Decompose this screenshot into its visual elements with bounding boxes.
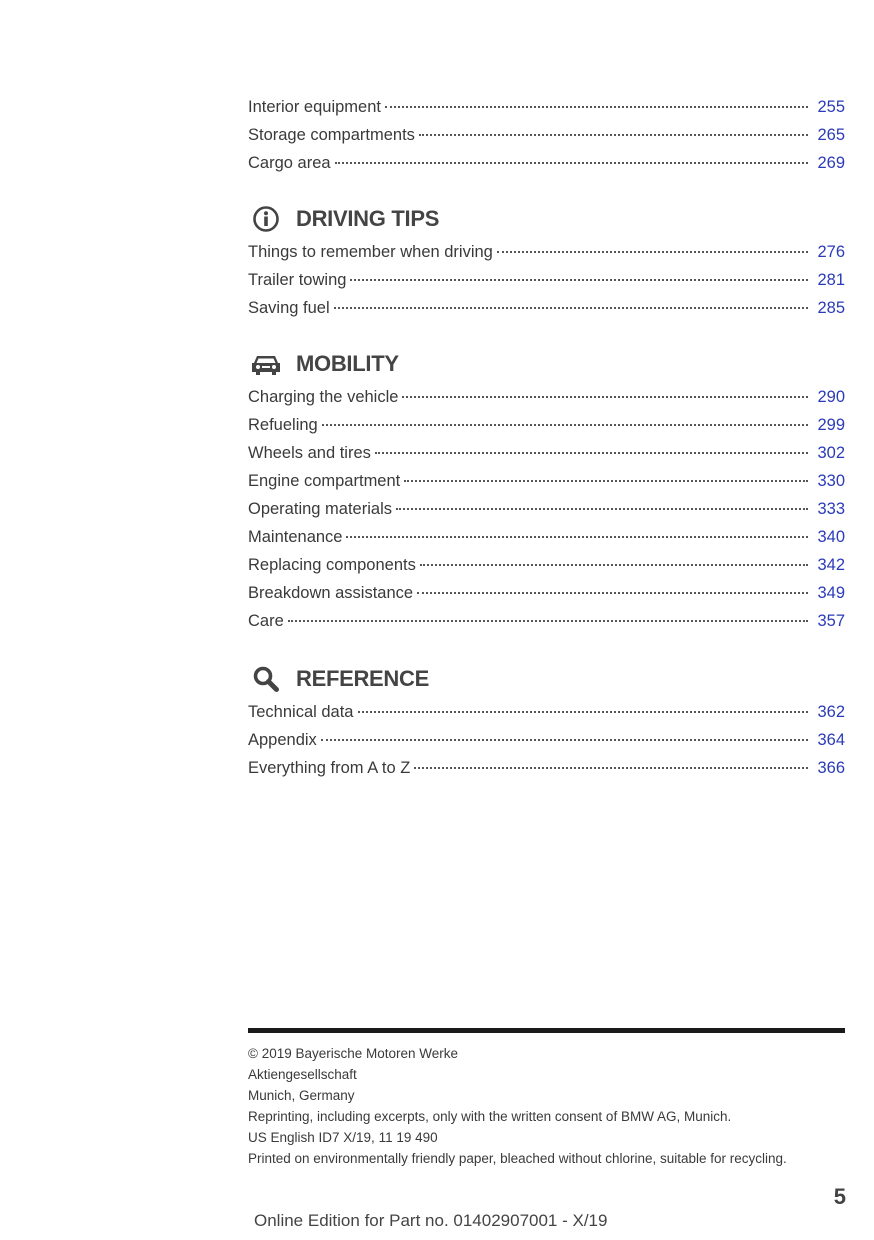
edition-label: Online Edition for Part no. 01402907001 - X/19 bbox=[254, 1211, 608, 1230]
info-circle-icon bbox=[248, 204, 284, 234]
toc-entry[interactable] bbox=[248, 551, 845, 579]
toc-dot-leader bbox=[350, 273, 808, 281]
toc-dot-leader bbox=[375, 446, 808, 454]
toc-entry[interactable] bbox=[248, 294, 845, 322]
toc-entry[interactable] bbox=[248, 467, 845, 495]
toc-entry[interactable] bbox=[248, 754, 845, 782]
toc-dot-leader bbox=[358, 705, 809, 713]
magnifier-icon bbox=[248, 664, 284, 694]
page-number: 5 bbox=[833, 1184, 846, 1209]
toc-entry-page[interactable]: 333 bbox=[817, 500, 845, 518]
toc-entry-title: Operating materials bbox=[248, 500, 392, 518]
section-heading-mobility bbox=[248, 346, 399, 382]
toc-entry[interactable] bbox=[248, 607, 845, 635]
toc-entry[interactable] bbox=[248, 238, 845, 266]
footer-divider bbox=[248, 1028, 845, 1033]
toc-entry[interactable] bbox=[248, 579, 845, 607]
toc-entry-page[interactable]: 349 bbox=[817, 584, 845, 602]
toc-entry[interactable] bbox=[248, 149, 845, 177]
car-icon bbox=[248, 349, 284, 379]
toc-list-mobility bbox=[248, 383, 845, 635]
toc-entry-page[interactable]: 364 bbox=[817, 731, 845, 749]
imprint-line: Aktiengesellschaft bbox=[248, 1067, 357, 1082]
section-heading-reference bbox=[248, 661, 429, 697]
toc-entry-page[interactable]: 330 bbox=[817, 472, 845, 490]
toc-entry-page[interactable]: 285 bbox=[817, 299, 845, 317]
toc-entry-title: Appendix bbox=[248, 731, 317, 749]
toc-entry-title: Saving fuel bbox=[248, 299, 330, 317]
toc-entry-title: Engine compartment bbox=[248, 472, 401, 490]
toc-entry-page[interactable]: 340 bbox=[817, 528, 845, 546]
toc-entry-title: Storage compartments bbox=[248, 126, 415, 144]
toc-entry[interactable] bbox=[248, 439, 845, 467]
toc-dot-leader bbox=[288, 614, 808, 622]
toc-list-interior bbox=[248, 93, 845, 177]
toc-dot-leader bbox=[346, 530, 808, 538]
toc-entry[interactable] bbox=[248, 726, 845, 754]
toc-entry-page[interactable]: 265 bbox=[817, 126, 845, 144]
toc-entry-title: Replacing components bbox=[248, 556, 416, 574]
toc-entry[interactable] bbox=[248, 495, 845, 523]
toc-entry-title: Maintenance bbox=[248, 528, 343, 546]
section-title: REFERENCE bbox=[296, 666, 429, 691]
toc-dot-leader bbox=[385, 100, 808, 108]
toc-dot-leader bbox=[404, 474, 808, 482]
toc-entry-page[interactable]: 357 bbox=[817, 612, 845, 630]
toc-entry-title: Cargo area bbox=[248, 154, 331, 172]
toc-dot-leader bbox=[334, 301, 808, 309]
toc-entry-page[interactable]: 290 bbox=[817, 388, 845, 406]
toc-entry[interactable] bbox=[248, 266, 845, 294]
toc-dot-leader bbox=[420, 558, 808, 566]
imprint-line: Reprinting, including excerpts, only with the written consent of BMW AG, Munich. bbox=[248, 1109, 732, 1124]
toc-entry-page[interactable]: 362 bbox=[817, 703, 845, 721]
toc-dot-leader bbox=[419, 128, 808, 136]
toc-entry-page[interactable]: 281 bbox=[817, 271, 845, 289]
toc-dot-leader bbox=[335, 156, 808, 164]
toc-list-reference bbox=[248, 698, 845, 782]
imprint-line: Munich, Germany bbox=[248, 1088, 355, 1103]
toc-dot-leader bbox=[402, 390, 808, 398]
section-title: DRIVING TIPS bbox=[296, 206, 440, 231]
toc-dot-leader bbox=[321, 733, 808, 741]
toc-dot-leader bbox=[396, 502, 808, 510]
toc-entry[interactable] bbox=[248, 383, 845, 411]
imprint-line: US English ID7 X/19, 11 19 490 bbox=[248, 1130, 438, 1145]
toc-entry-title: Things to remember when driving bbox=[248, 243, 493, 261]
imprint-line: Printed on environmentally friendly paper, bleached without chlorine, suitable for recycling. bbox=[248, 1151, 787, 1166]
toc-entry-page[interactable]: 269 bbox=[817, 154, 845, 172]
toc-entry[interactable] bbox=[248, 121, 845, 149]
toc-entry-page[interactable]: 255 bbox=[817, 98, 845, 116]
section-title: MOBILITY bbox=[296, 351, 399, 376]
toc-entry-title: Interior equipment bbox=[248, 98, 381, 116]
toc-entry-page[interactable]: 342 bbox=[817, 556, 845, 574]
toc-dot-leader bbox=[497, 245, 808, 253]
toc-entry-title: Care bbox=[248, 612, 284, 630]
toc-entry-page[interactable]: 276 bbox=[817, 243, 845, 261]
toc-entry-page[interactable]: 366 bbox=[817, 759, 845, 777]
toc-entry-title: Technical data bbox=[248, 703, 354, 721]
toc-entry-title: Everything from A to Z bbox=[248, 759, 411, 777]
imprint-line: © 2019 Bayerische Motoren Werke bbox=[248, 1046, 459, 1061]
toc-entry-title: Refueling bbox=[248, 416, 318, 434]
toc-entry-title: Breakdown assistance bbox=[248, 584, 414, 602]
toc-dot-leader bbox=[414, 761, 808, 769]
toc-dot-leader bbox=[322, 418, 808, 426]
toc-entry[interactable] bbox=[248, 93, 845, 121]
toc-entry-page[interactable]: 299 bbox=[817, 416, 845, 434]
toc-entry[interactable] bbox=[248, 411, 845, 439]
toc-entry[interactable] bbox=[248, 523, 845, 551]
section-heading-driving-tips bbox=[248, 201, 439, 237]
toc-dot-leader bbox=[417, 586, 808, 594]
imprint-block bbox=[248, 1043, 848, 1169]
toc-list-driving-tips bbox=[248, 238, 845, 322]
toc-entry-title: Trailer towing bbox=[248, 271, 347, 289]
toc-entry-page[interactable]: 302 bbox=[817, 444, 845, 462]
toc-entry-title: Wheels and tires bbox=[248, 444, 371, 462]
toc-entry[interactable] bbox=[248, 698, 845, 726]
toc-entry-title: Charging the vehicle bbox=[248, 388, 399, 406]
